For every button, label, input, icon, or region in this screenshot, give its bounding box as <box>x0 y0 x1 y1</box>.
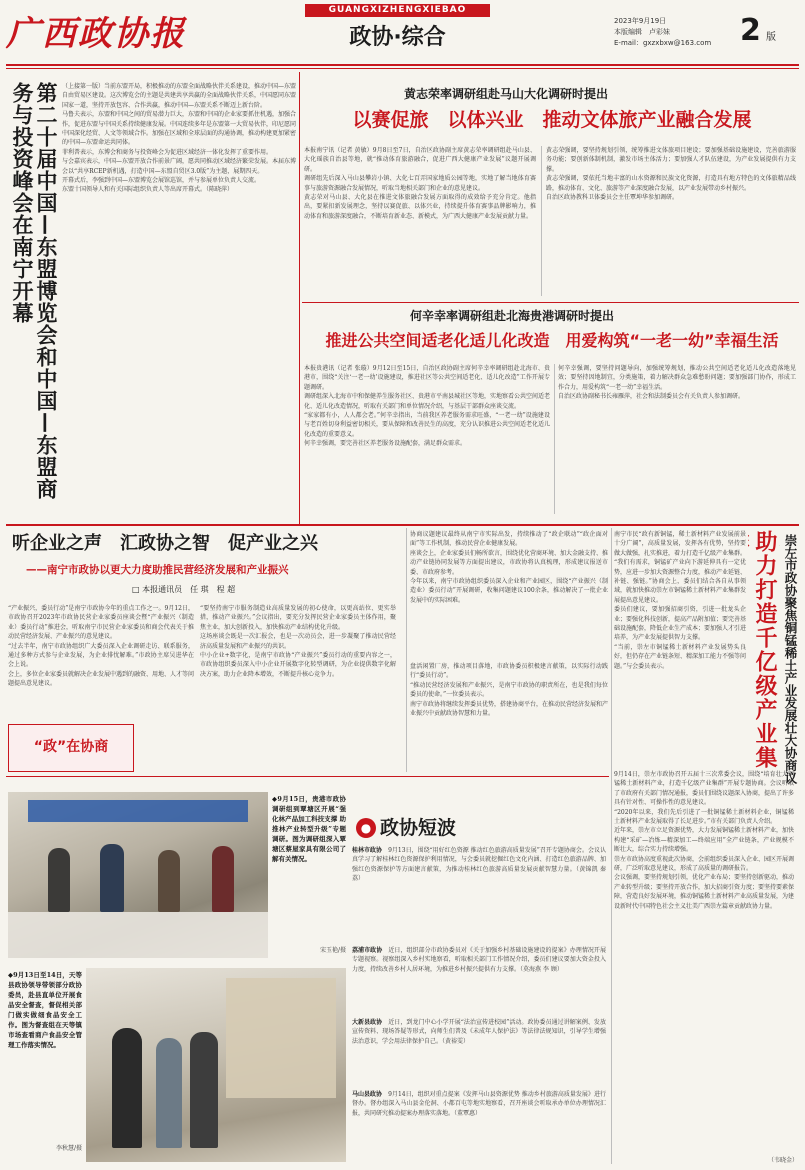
section-title: 政协·综合 <box>349 25 446 50</box>
brief-item-text: 9月13日，围绕“用好红色资源 推动红色旅游高质量发展”召开专题协商会。会议认真学习了解桂林红色资源保护利用情况，与会委员就挖掘红色文化内涵、打造红色旅游品牌、加强红色资源保护等方面建言献策，为推动桂林红色旅游高质量发展贡献智慧力量。 <box>352 847 606 873</box>
article3-body-col3: 协商议题建议最终从南宁市实际出发，持续推动了“政企联动”“政企面对面”等工作机制，推动民营企业健康发展。 座谈会上，企业家委员们畅所欲言，围绕优化营商环境、加大金融支持、推动产业链协同发展等方面提出建议，市政协将认真梳理，形成建议报送市委、市政府参考。 今年以来，南宁市政协组织委员深入企业和产业园区，围绕“产业振兴（制造业）委员行动”开展调研，收集问题建议100余条，推动解决了一批企业发展中的实际困难。 <box>410 531 608 604</box>
page-number-digit: 2 <box>740 13 761 48</box>
article4-headline: 助力打造千亿级产业集 <box>752 530 777 770</box>
article1-body-right: 黄志荣强调，要坚持规划引领，统筹推进文体旅项目建设；要加强基础设施建设，完善旅游服务功能；要创新体制机制，激发市场主体活力；要加强人才队伍建设，为产业发展提供有力支撑。 黄志荣强调，要依托当地丰富的山水资源和民族文化资源，打造具有地方特色的文体旅精品线路，推动体育、文化、旅游等产业深度融合发展，以产业发展带动乡村振兴。 自治区政协教科卫体委员会主任覃坤华参加调研。 <box>546 147 796 202</box>
brief-item-credit: （董覃惠） <box>454 1109 482 1117</box>
article1-rule <box>302 302 799 303</box>
masthead-date: 2023年9月19日 <box>614 17 667 25</box>
left-column-divider <box>299 72 300 524</box>
masthead-rule-thin <box>6 68 799 69</box>
brief-item-credit: （黄锦凯 秦 荔） <box>352 865 606 883</box>
brief-item-credit: （莫海燕 李 顾） <box>520 965 563 973</box>
masthead <box>0 0 805 68</box>
left-banner-title: 第二十届中国—东盟博览会和中国—东盟商务与投资峰会在南宁开幕 <box>10 82 58 500</box>
article1-body-left: 本报南宁讯（记者 黄敏）9月8日至7日，自治区政协副主席黄志荣率调研组赴马山县、大化瑶族自治县等地，就“推动体育旅游融合，促进广西大健康产业发展”议题开展调研。 调研组先后深入马山县攀岩小镇、大化七百弄国家地质公园等地，实地了解当地体育赛事与旅游资源融合发展情况，听取当地相关部门和企业的意见建议。 黄志荣对马山县、大化县在推进文体旅融合发展方面取得的成效给予充分肯定。他指出，要紧扣新发展理念，坚持以赛促旅、以体兴业，持续提升体育赛事品牌影响力，推动体育和旅游深度融合，不断培育新业态、新模式，为广西大健康产业发展贡献力量。 <box>304 147 536 220</box>
lower-rule <box>6 776 609 777</box>
photo1-caption: ◆9月15日，贵港市政协调研组到覃塘区开展“强化林产品加工科技支撑 助推林产业转型升级”专题调研。图为调研组深入覃塘区蔡屋家具有限公司了解有关情况。 <box>272 795 346 863</box>
article2-body-right: 何辛幸强调，要坚持问题导向，加强统筹规划，推动公共空间适老化适儿化改造落地见效；要坚持因地制宜，分类施策，着力解决群众急难愁盼问题；要加强部门协作，形成工作合力，用爱构筑“一老一幼”幸福生活。 自治区政协副秘书长雍雁萍，社会和法制委员会有关负责人参加调研。 <box>558 365 796 401</box>
article3-inset-label: “政”在协商 <box>33 739 109 755</box>
photo1-person <box>100 844 124 912</box>
article3-body-col1b <box>136 724 194 770</box>
left-banner-body: （上接第一版）当前东盟开局，积极推动的东盟全面战略伙伴关系建设，推动中国—东盟自由贸易区建设。这次博览会的主题是共建共享共赢的全面战略伙伴关系，中国愿同东盟国家一道，坚持开放包容、合作共赢，推动中国—东盟关系不断迈上新台阶。 马鲁夫表示，东盟和中国之间的贸易潜力巨大，东盟和中国的企业家要抓住机遇，加强合作，促进东盟与中国关系持续健康发展。中国连续多年是东盟第一大贸易伙伴，印尼愿同中国深化经贸、人文等领域合作。加强在区域和全球层面的沟通协调，推动构建更加紧密的中国—东盟命运共同体。 菲利普表示，东博会和商务与投资峰会为促进区域经济一体化发挥了重要作用。 与会嘉宾表示，中国—东盟开放合作前景广阔，愿共同推动区域经济繁荣发展。本届东博会以“共享RCEP新机遇，打造中国—东盟自贸区3.0版”为主题，展期四天。 开幕式后，李强到中国—东盟博览会展馆巡馆，并与参展单位负责人交流。 东盟十国领导人和有关国际组织负责人等出席开幕式。（陈晓萍） <box>62 83 296 194</box>
brief-item <box>352 1090 606 1158</box>
photo2-person <box>190 1032 218 1148</box>
brief-title: 政协短波 <box>380 817 457 839</box>
photo1-banner <box>28 800 248 822</box>
brief-list <box>352 846 606 1160</box>
article3-headline: 听企业之声 汇政协之智 促产业之兴 <box>12 533 318 554</box>
brief-icon: ● <box>356 818 376 838</box>
article4-divider <box>611 528 612 1164</box>
article2-headline: 推进公共空间适老化适儿化改造 用爱构筑“一老一幼”幸福生活 <box>325 331 779 350</box>
brief-item-lead: 大新县政协 <box>352 1019 383 1026</box>
photo2-image <box>86 968 346 1162</box>
brief-item-text: 9月14日，组织对重点提案《发挥马山县资源优势 推动乡村旅游高质量发展》进行督办。督办组深入马山县金伦洞、小都百屯等地实地察看，召开座谈会听取承办单位办理情况汇报，共同研究推动提案办理落实落地。 <box>352 1091 606 1117</box>
masthead-logo <box>6 10 192 58</box>
article3-divider <box>406 528 407 772</box>
photo1-credit: 宋玉艳/摄 <box>319 947 346 954</box>
logo-text: 广西政协报 <box>6 14 186 54</box>
article2-kicker: 何辛幸率调研组赴北海贵港调研时提出 <box>410 309 615 323</box>
article4-body-top: 南宁市民“政有新铜锰，稀土新材料产业发展前景十分广阔”，高质量发展，发挥各有优势，坚持要做大做强，扎实推进，着力打造千亿级产业集群。 “我们有需求，铜锰矿产业向下游延伸具有一定优势，应进一步加大资源整合力度，推动产业延链、补链、强链。”协商会上，委员们结合各自从事领域，就加快推动崇左市铜锰稀土新材料产业集群发展提出意见建议。 委员们建议，要加强招商引资，引进一批龙头企业；要强化科技创新，提高产品附加值；要完善基础设施配套，降低企业生产成本；要加强人才引进培养，为产业发展提供智力支撑。 “当前，崇左市铜锰稀土新材料产业发展势头良好，但仍存在产业链条短、精深加工能力不强等问题。”与会委员表示。 <box>614 531 746 670</box>
photo1-image <box>8 792 268 958</box>
page-number-suffix: 版 <box>765 32 776 43</box>
masthead-rule <box>6 64 799 66</box>
photo2-credit: 李秋慧/摄 <box>55 1145 82 1152</box>
brief-header <box>350 816 606 840</box>
photo1-table <box>8 912 268 958</box>
article3-body-col4: 盘活闲置厂房，推动项目落地，市政协委员积极建言献策，以实际行动践行“委员行动”。 “推动民营经济发展和产业振兴，是南宁市政协的职责所在，也是我们每位委员的使命。”一位委员表示。 南宁市政协将继续发挥委员优势，搭建协商平台，在推动民营经济发展和产业振兴中贡献政协智慧和力量。 <box>410 663 608 718</box>
article2-body-left: 本报贵港讯（记者 张璇）9月12日至15日，自治区政协副主席何辛幸率调研组赴北海市、贵港市，围绕“关注‘一老一幼’设施建设，推进社区等公共空间适老化、适儿化改造”工作开展专题调研。 调研组深入北海市中和保健养生服务社区、贵港市平南县城社区等地，实地察看公共空间适老化、适儿化改造情况，听取有关部门和单位情况介绍，与基层干部群众座谈交流。 “家家都有小，人人都会老。”何辛幸指出，当前我区养老服务需求旺盛，“一老一幼”设施建设与老百姓切身利益密切相关，要从保障和改善民生的高度，充分认识推进公共空间适老化适儿化改造的重要意义。 何辛幸强调，要完善社区养老服务设施配套，满足群众需求。 <box>304 365 550 448</box>
brief-item <box>352 846 606 942</box>
article3-inset <box>8 724 134 772</box>
brief-item-text: 近日，到龙门中心小学开展“法治宣传进校园”活动。政协委员通过讲解案例、发放宣传资料、现场答疑等形式，向师生们普及《未成年人保护法》等法律法规知识，引导学生增强法治意识，学会用法律保护自己。 <box>352 1019 606 1045</box>
article4-body-bottom: 9月14日，崇左市政协召开五届十三次常委会议，围绕“培育壮大铜锰稀土新材料产业，打造千亿级产业集群”开展专题协商。会议听取了市政府有关部门情况通报，委员们围绕议题深入协商，提出了许多具有针对性、可操作性的意见建议。 “2020年以来，我们先后引进了一批铜锰稀土新材料企业，铜锰稀土新材料产业发展取得了长足进步。”市有关部门负责人介绍。 近年来，崇左市立足资源优势，大力发展铜锰稀土新材料产业，加快构建“采矿—冶炼—精深加工—终端应用”全产业链条，产业规模不断壮大，综合实力持续增强。 崇左市政协高度重视此次协商，会前组织委员深入企业、园区开展调研，广泛听取意见建议，形成了高质量的调研报告。 会议强调，要坚持规划引领，优化产业布局；要坚持创新驱动，推动产业转型升级；要坚持开放合作，加大招商引资力度；要坚持要素保障，营造良好发展环境，推动铜锰稀土新材料产业高质量发展，为建设新时代中国特色社会主义壮美广西崇左篇章贡献政协力量。 <box>614 771 794 910</box>
article4-subhead: 崇左市政协聚焦铜锰稀土产业发展壮大协商议 <box>783 534 798 784</box>
masthead-editor: 本版编辑 卢彩妹 <box>614 28 670 36</box>
article3-byline: □ 本报通讯员 任 琪 程 超 <box>132 585 236 594</box>
photo2-person <box>112 1028 142 1148</box>
article1-headline: 以赛促旅 以体兴业 推动文体旅产业融合发展 <box>352 109 752 131</box>
brief-item-lead: 荔浦市政协 <box>352 947 383 954</box>
article2-col-divider <box>554 364 555 514</box>
photo2-person <box>156 1038 182 1148</box>
photo2-caption: ◆9月13日至14日，天等县政协领导带领部分政协委员，赴县直单位开展食品安全督查，督促相关部门做实做细食品安全工作。图为督查组在天等镇市场查看商户食品安全管理工作落实情况。 <box>8 971 82 1049</box>
article4-credit: （韦晓金） <box>767 1157 798 1164</box>
article1-col-divider <box>541 146 542 296</box>
article1-kicker: 黄志荣率调研组赴马山大化调研时提出 <box>404 87 609 101</box>
article3-subhead: ——南宁市政协以更大力度助推民营经济发展和产业振兴 <box>26 564 289 576</box>
photo1-person <box>212 846 234 912</box>
brief-item <box>352 946 606 1014</box>
brief-item-text: 近日，组织部分市政协委员对《关于加强乡村基础设施建设的提案》办理情况开展专题视察。视察组深入乡村实地察看，听取相关部门工作情况介绍，委员们建议要加大资金投入力度，持续改善乡村人居环境，为推进乡村振兴提供有力支撑。 <box>352 947 606 973</box>
photo2-shelf <box>226 978 336 1098</box>
article3-body-col2: “要坚持南宁市服务制造业高质量发展的初心使命，以更高站位、更实举措，推动产业振兴。”会议指出，要充分发挥民营企业家委员主体作用，聚焦主业，加大创新投入，加快推动产业结构优化升级。 这场座谈会既是一次汇报会，也是一次动员会，进一步凝聚了推动民营经济高质量发展和产业振兴的共识。 中小企业+数字化，是南宁市政协“产业振兴”委员行动的重要内容之一，市政协组织委员深入中小企业开展数字化转型调研，为企业提供数字化解决方案，助力企业降本增效，不断提升核心竞争力。 <box>200 605 396 678</box>
page-number <box>740 14 776 48</box>
masthead-email: E-mail：gxzxbxw@163.com <box>614 39 712 47</box>
article3-body-col1: “产业振兴，委员行动”是南宁市政协今年的重点工作之一。9月12日，市政协召开2023年市政协民营企业家委员座谈会暨“产业振兴（制造业）委员行动”推进会，听取南宁市民营企业家委员和商会代表关于推动民营经济发展、产业振兴的意见建议。 “过去半年，南宁市政协组织广大委员深入企业调研走访、联系服务，通过多种方式参与企业发展，为企业排忧解难。”市政协主席吴进华在会上说。 会上，多位企业家委员就解决企业发展中遇到的融资、用地、人才等问题提出意见建议。 <box>8 605 194 688</box>
brief-item <box>352 1018 606 1086</box>
photo1-person <box>158 850 180 912</box>
brief-item-credit: （黄裕雯） <box>442 1037 470 1045</box>
brief-item-lead: 马山县政协 <box>352 1091 383 1098</box>
upper-lower-rule <box>6 524 799 526</box>
photo1-person <box>48 848 70 912</box>
masthead-pinyin: GUANGXIZHENGXIEBAO <box>328 5 467 15</box>
brief-item-lead: 桂林市政协 <box>352 847 383 854</box>
